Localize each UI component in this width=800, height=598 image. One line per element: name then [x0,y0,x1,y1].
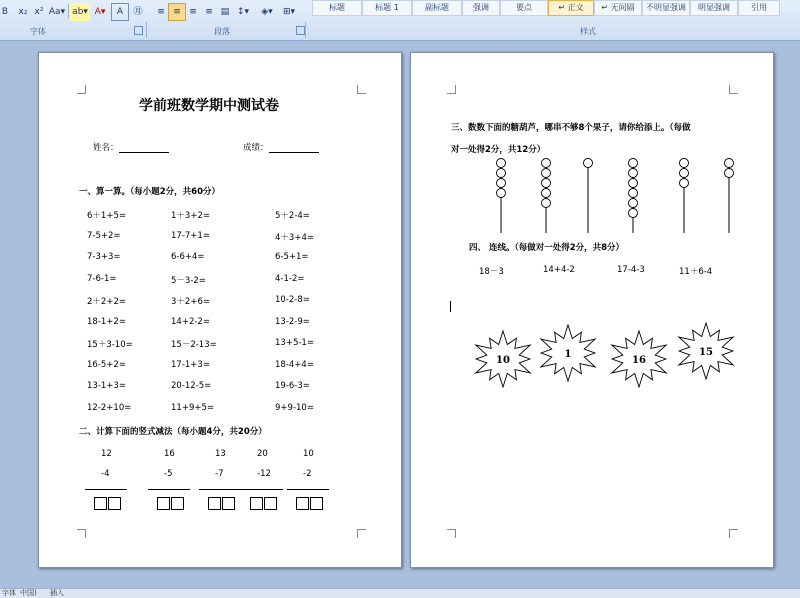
style-quote[interactable]: 引用 [738,0,780,16]
document-page-1[interactable] [38,52,402,568]
problem-item: 13+5-1= [275,338,314,348]
haw-fruit [542,159,551,168]
margin-corner [77,85,86,94]
font-color-button[interactable]: A▾ [94,7,106,17]
name-label: 姓名： [93,143,119,153]
problem-item: 10-2-8= [275,295,310,305]
skewer[interactable] [629,159,638,234]
star-number: 16 [632,355,646,366]
margin-corner [447,529,456,538]
haw-fruit [542,189,551,198]
haw-fruit [497,179,506,188]
problem-item: 5＋2-4= [275,211,310,221]
problem-item: 7-3+3= [87,252,121,262]
style-intense-emphasis[interactable]: 明显强调 [690,0,738,16]
problem-item: 13-2-9= [275,316,310,327]
justify-button[interactable]: ≡ [205,7,213,17]
vertical-bottom-number: -2 [303,469,312,479]
skewer[interactable] [680,159,689,234]
problem-item: 15－2-13= [171,340,217,350]
problem-item: 18-1+2= [87,316,126,327]
problem-item: 6-5+1= [275,252,309,262]
problem-item: 16-5+2= [87,359,126,370]
page-title: 学前班数学期中测试卷 [139,98,279,114]
font-dialog-launcher[interactable] [134,26,143,35]
haw-fruit [725,169,734,178]
problem-item: 4＋3+4= [275,232,314,243]
vertical-underline [148,489,190,490]
match-expression[interactable]: 14+4-2 [543,265,575,275]
section-3-heading-line1: 三、数数下面的糖葫芦，哪串不够8个果子，请你给添上。（每做 [451,123,691,133]
style-emphasis[interactable]: 强调 [462,0,500,16]
problem-item: 18-4+4= [275,359,314,370]
vertical-bottom-number: -4 [101,469,110,479]
style-subtle-emphasis[interactable]: 不明显强调 [642,0,690,16]
section-2-heading: 二、计算下面的竖式减法（每小题4分，共20分） [79,427,267,437]
problem-item: 6-6+4= [171,252,205,262]
distribute-button[interactable]: ▤ [220,7,230,17]
star-answer[interactable] [679,323,733,379]
skewer[interactable] [725,159,734,234]
vertical-top-number: 10 [303,449,314,459]
haw-fruit [629,179,638,188]
problem-item: 15＋3-10= [87,340,133,350]
name-field[interactable] [93,141,169,153]
vertical-bottom-number: -7 [215,469,224,479]
margin-corner [77,529,86,538]
answer-boxes[interactable] [296,495,324,514]
candied-haw-skewers [411,53,773,253]
paragraph-group-label: 段落 [214,27,230,36]
answer-boxes[interactable] [208,495,236,514]
answer-boxes[interactable] [94,495,122,514]
line-spacing-button[interactable]: ↕▾ [236,7,250,17]
haw-fruit [497,159,506,168]
problem-item: 13-1+3= [87,381,126,391]
star-number: 10 [496,355,510,366]
problem-item: 6＋1+5= [87,211,126,221]
text-cursor [450,301,451,312]
vertical-underline [85,489,127,490]
margin-corner [357,85,366,94]
star-number: 1 [564,349,572,360]
match-expression[interactable]: 18－3 [479,267,504,277]
vertical-underline [287,489,329,490]
vertical-bottom-number: -5 [164,469,173,479]
style-normal[interactable]: ↵ 正文 [548,0,594,16]
vertical-top-number: 12 [101,449,112,459]
problem-item: 7-5+2= [87,230,121,241]
align-left-button[interactable]: ≡ [157,7,165,17]
answer-boxes[interactable] [250,495,278,514]
haw-fruit [629,169,638,178]
style-heading-1[interactable]: 标题 1 [362,0,412,16]
match-expression[interactable]: 17-4-3 [617,265,645,275]
problem-item: 17-7+1= [171,230,210,241]
haw-fruit [680,179,689,188]
status-language[interactable]: 中国) [20,589,37,597]
borders-button[interactable]: ⊞▾ [282,7,296,17]
problem-item: 2＋2+2= [87,297,126,307]
vertical-top-number: 16 [164,449,175,459]
char-shading-button[interactable]: A [111,3,129,21]
skewer[interactable] [497,159,506,234]
font-group-label: 字体 [30,27,46,36]
haw-fruit [629,189,638,198]
problem-item: 12-2+10= [87,402,132,413]
style-heading[interactable]: 标题 [312,0,362,16]
star-answer[interactable] [612,331,666,387]
problem-item: 3＋2+6= [171,297,210,307]
problem-item: 14+2-2= [171,316,210,327]
vertical-top-number: 20 [257,449,268,459]
ribbon [0,0,800,41]
highlight-button[interactable]: ab▾ [70,3,90,21]
star-answers [411,313,773,403]
problem-item: 4-1-2= [275,273,305,284]
vertical-underline [241,489,283,490]
haw-fruit [629,159,638,168]
haw-fruit [542,169,551,178]
align-right-button[interactable]: ≡ [189,7,197,17]
style-strong[interactable]: 要点 [500,0,548,16]
haw-fruit [584,159,593,168]
star-number: 15 [699,347,713,358]
shading-button[interactable]: ◈▾ [261,7,273,17]
vertical-underline [199,489,241,490]
margin-corner [729,529,738,538]
score-label: 成绩： [243,143,269,153]
score-field[interactable] [243,141,319,153]
paragraph-dialog-launcher[interactable] [296,26,305,35]
skewer[interactable] [542,159,551,234]
star-answer[interactable] [476,331,530,387]
change-case-button[interactable]: Aa▾ [48,7,66,17]
problem-item: 20-12-5= [171,381,212,391]
status-insert-mode[interactable]: 插入 [50,589,64,597]
status-font: 字体 [2,589,16,597]
styles-group-label: 样式 [580,27,596,36]
problem-item: 11+9+5= [171,402,214,413]
margin-corner [357,529,366,538]
superscript-button[interactable]: x² [34,7,44,17]
style-no-spacing[interactable]: ↵ 无间隔 [594,0,642,16]
match-expression[interactable]: 11＋6-4 [679,267,713,277]
haw-fruit [497,169,506,178]
haw-fruit [725,159,734,168]
haw-fruit [680,169,689,178]
document-page-2[interactable] [410,52,774,568]
style-subtitle[interactable]: 副标题 [412,0,462,16]
problem-item: 17-1+3= [171,359,210,370]
problem-item: 19-6-3= [275,381,310,391]
vertical-bottom-number: -12 [257,469,271,479]
bold-button[interactable]: B [1,7,9,17]
haw-fruit [629,199,638,208]
haw-fruit [497,189,506,198]
section-1-heading: 一、算一算。（每小题2分，共60分） [79,187,220,197]
haw-fruit [542,199,551,208]
section-3-heading-line2: 对一处得2分，共12分） [451,145,546,155]
haw-fruit [680,159,689,168]
align-center-button[interactable]: ≡ [168,3,186,21]
problem-item: 1＋3+2= [171,211,210,221]
star-answer[interactable] [541,325,595,381]
subscript-button[interactable]: x₂ [18,7,28,17]
vertical-top-number: 13 [215,449,226,459]
skewer[interactable] [584,159,593,234]
section-4-heading: 四、 连线。（每做对一处得2分，共8分） [469,243,625,253]
answer-boxes[interactable] [157,495,185,514]
haw-fruit [542,179,551,188]
problem-item: 9+9-10= [275,402,314,413]
enclose-char-button[interactable]: ㊊ [133,7,143,17]
problem-item: 7-6-1= [87,273,117,284]
problem-item: 5－3-2= [171,275,206,286]
haw-fruit [629,209,638,218]
